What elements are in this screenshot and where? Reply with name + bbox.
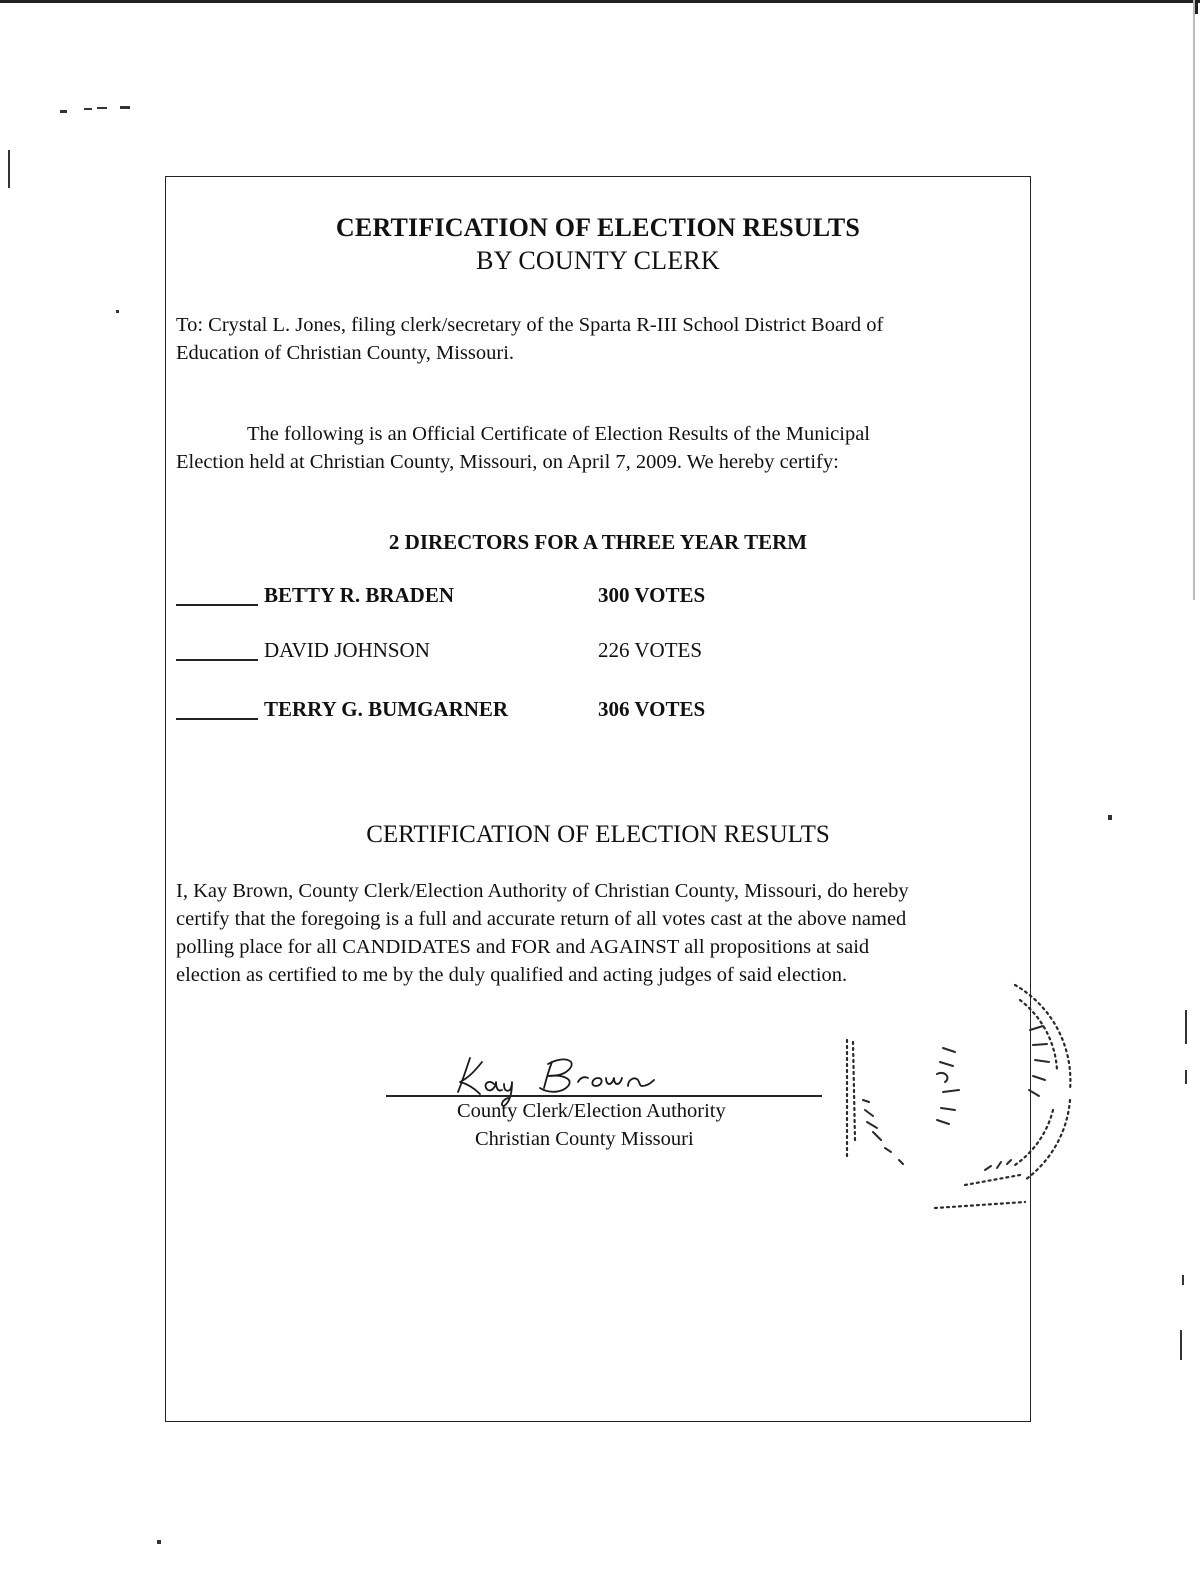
intro-line: Election held at Christian County, Missouri, on April 7, 2009. We hereby certify:: [176, 451, 839, 473]
scan-artifact: [1108, 815, 1112, 820]
scan-artifact: [84, 108, 92, 110]
scan-artifact: [1180, 1330, 1182, 1360]
scan-artifact: [157, 1540, 161, 1544]
candidate-votes: 306 VOTES: [598, 697, 706, 721]
race-heading: 2 DIRECTORS FOR A THREE YEAR TERM: [388, 530, 808, 554]
certification-line: polling place for all CANDIDATES and FOR and AGAINST all propositions at said: [176, 936, 870, 958]
candidate-row: [176, 583, 776, 613]
candidate-name: TERRY G. BUMGARNER: [264, 697, 509, 721]
scan-edge-top: [0, 0, 1200, 3]
addressee-line: Education of Christian County, Missouri.: [176, 342, 515, 364]
certification-line: election as certified to me by the duly qualified and acting judges of said election.: [176, 964, 848, 986]
scan-artifact: [1182, 1275, 1184, 1285]
certification-line: I, Kay Brown, County Clerk/Election Authority of Christian County, Missouri, do hereby: [176, 880, 909, 902]
embossed-seal: [825, 970, 1095, 1220]
addressee-line: To: Crystal L. Jones, filing clerk/secretary of the Sparta R-III School District Board of: [176, 314, 884, 336]
scan-artifact: [1193, 0, 1195, 600]
addressee-paragraph: [176, 311, 1006, 367]
intro-paragraph: [176, 420, 1006, 476]
certification-line: certify that the foregoing is a full and accurate return of all votes cast at the above named: [176, 908, 907, 930]
signature-jurisdiction: Christian County Missouri: [475, 1128, 694, 1150]
candidate-votes: 300 VOTES: [598, 583, 706, 607]
scan-artifact: [116, 310, 119, 313]
candidate-name: BETTY R. BRADEN: [264, 583, 455, 607]
certificate-title: CERTIFICATION OF ELECTION RESULTS: [335, 213, 861, 242]
scan-artifact: [1185, 1010, 1187, 1044]
certificate-subtitle: BY COUNTY CLERK: [476, 246, 720, 275]
certification-heading: CERTIFICATION OF ELECTION RESULTS: [366, 821, 830, 848]
candidate-row: [176, 697, 776, 727]
signature-title: County Clerk/Election Authority: [457, 1100, 726, 1122]
scan-artifact: [97, 107, 107, 109]
scan-edge-corner: [1195, 0, 1198, 14]
candidate-row: [176, 638, 776, 668]
intro-line: The following is an Official Certificate of Election Results of the Municipal: [247, 423, 870, 445]
candidate-checkmark-blank: [176, 604, 258, 606]
candidate-checkmark-blank: [176, 659, 258, 661]
candidate-name: DAVID JOHNSON: [264, 638, 430, 662]
scan-artifact: [60, 110, 67, 113]
scan-artifact: [1185, 1070, 1187, 1084]
scan-artifact: [120, 106, 130, 109]
candidate-votes: 226 VOTES: [598, 638, 703, 662]
candidate-checkmark-blank: [176, 718, 258, 720]
scan-artifact: [8, 150, 10, 188]
